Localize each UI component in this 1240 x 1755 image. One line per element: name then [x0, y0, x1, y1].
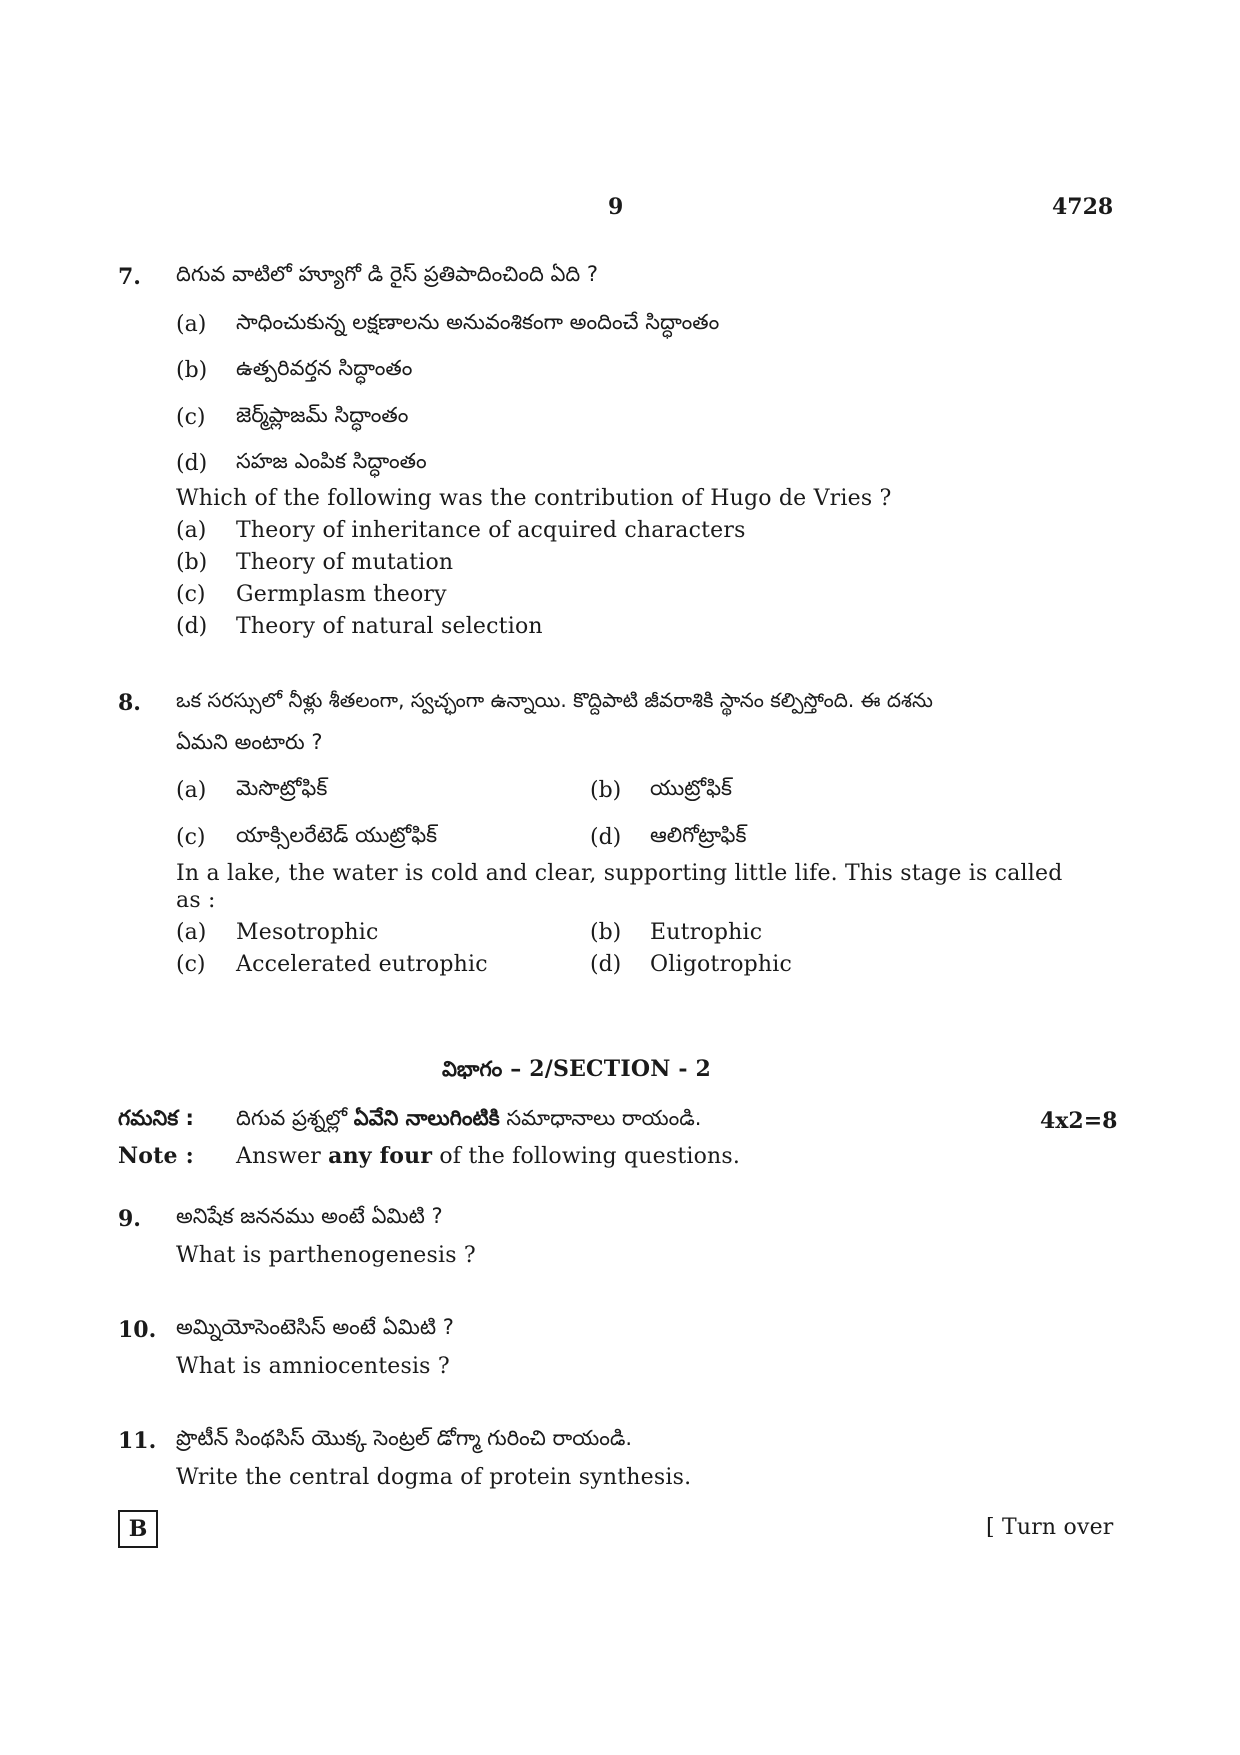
question-number: 9.: [118, 1206, 141, 1232]
question-text-english: What is amniocentesis ?: [176, 1354, 450, 1379]
note-text-english: [236, 1143, 740, 1169]
option-label: (a): [176, 920, 207, 945]
option-text-telugu: మెసొట్రోఫిక్: [236, 776, 328, 800]
question-text-telugu: అమ్నియోసెంటెసిస్ అంటే ఏమిటి ?: [176, 1315, 454, 1339]
option-text-english: Mesotrophic: [236, 920, 379, 945]
option-text-telugu: జెర్మ్‌ప్లాజమ్ సిద్ధాంతం: [236, 403, 409, 427]
note-text-part: Answer: [236, 1144, 329, 1169]
note-text-emphasis: ఏవేని నాలుగింటికి: [353, 1106, 500, 1130]
option-text-telugu: యాక్సిలరేటెడ్ యుట్రోఫిక్: [236, 823, 438, 847]
paper-code: 4728: [1052, 194, 1114, 220]
question-text-english: Write the central dogma of protein synthesis.: [176, 1465, 692, 1490]
option-label: (a): [176, 518, 207, 543]
question-number: 8.: [118, 690, 141, 716]
section-title-telugu: విభాగం: [442, 1057, 503, 1081]
question-text-telugu-cont: ఏమని అంటారు ?: [176, 730, 323, 754]
question-text-telugu: ఒక సరస్సులో నీళ్లు శీతలంగా, స్వచ్ఛంగా ఉన్నాయి. కొద్దిపాటి జీవరాశికి స్థానం కల్పిస్తోంది. ఈ దశను: [176, 688, 933, 712]
question-text-english: What is parthenogenesis ?: [176, 1243, 476, 1268]
option-text-english: Accelerated eutrophic: [236, 952, 488, 977]
question-text-english: In a lake, the water is cold and clear, supporting little life. This stage is called as :: [176, 861, 1063, 913]
note-text-emphasis: any four: [328, 1143, 433, 1169]
option-label: (b): [176, 550, 208, 575]
option-text-english: Oligotrophic: [650, 952, 793, 977]
series-box: B: [118, 1510, 158, 1548]
note-label-english: Note :: [118, 1143, 194, 1169]
note-text-part: of the following questions.: [432, 1144, 741, 1169]
option-label: (b): [590, 920, 622, 945]
option-text-english: Eutrophic: [650, 920, 763, 945]
marks-allocation: 4x2=8: [1040, 1108, 1118, 1134]
option-label: (c): [176, 825, 206, 850]
question-text-english: Which of the following was the contribution of Hugo de Vries ?: [176, 486, 892, 511]
note-text-telugu: [236, 1106, 701, 1136]
section-heading: [442, 1056, 711, 1087]
note-text-part: దిగువ ప్రశ్నల్లో: [236, 1106, 354, 1130]
option-label: (d): [176, 451, 208, 476]
option-text-english: Theory of mutation: [236, 550, 454, 575]
option-label: (c): [176, 952, 206, 977]
note-label-telugu: గమనిక :: [118, 1106, 194, 1130]
option-label: (a): [176, 778, 207, 803]
option-text-telugu: యుట్రోఫిక్: [650, 776, 732, 800]
option-text-english: Germplasm theory: [236, 582, 447, 607]
option-text-telugu: ఆలిగోట్రాఫిక్: [650, 823, 747, 847]
option-label: (a): [176, 312, 207, 337]
section-title-english: – 2/SECTION - 2: [502, 1056, 712, 1082]
option-text-english: Theory of inheritance of acquired characters: [236, 518, 746, 543]
option-label: (c): [176, 405, 206, 430]
option-label: (c): [176, 582, 206, 607]
option-label: (b): [590, 778, 622, 803]
option-text-english: Theory of natural selection: [236, 614, 543, 639]
question-text-telugu: ప్రొటీన్ సింథసిస్ యొక్క సెంట్రల్ డోగ్మా గురించి రాయండి.: [176, 1426, 633, 1450]
option-label: (d): [590, 825, 622, 850]
option-label: (b): [176, 358, 208, 383]
option-text-telugu: ఉత్పరివర్తన సిద్ధాంతం: [236, 356, 413, 380]
option-text-telugu: సహజ ఎంపిక సిద్ధాంతం: [236, 449, 427, 473]
option-label: (d): [590, 952, 622, 977]
turn-over-text: [ Turn over: [986, 1515, 1114, 1540]
question-text-telugu: అనిషేక జననము అంటే ఏమిటి ?: [176, 1204, 443, 1228]
option-text-telugu: సాధించుకున్న లక్షణాలను అనువంశికంగా అందించే సిద్ధాంతం: [236, 310, 720, 334]
note-text-part: సమాధానాలు రాయండి.: [499, 1106, 702, 1130]
question-number: 7.: [118, 264, 141, 290]
question-text-telugu: దిగువ వాటిలో హ్యూగో డి రైస్ ప్రతిపాదించింది ఏది ?: [176, 262, 599, 286]
option-label: (d): [176, 614, 208, 639]
question-number: 10.: [118, 1317, 157, 1343]
question-number: 11.: [118, 1428, 157, 1454]
page-number: 9: [608, 194, 624, 220]
